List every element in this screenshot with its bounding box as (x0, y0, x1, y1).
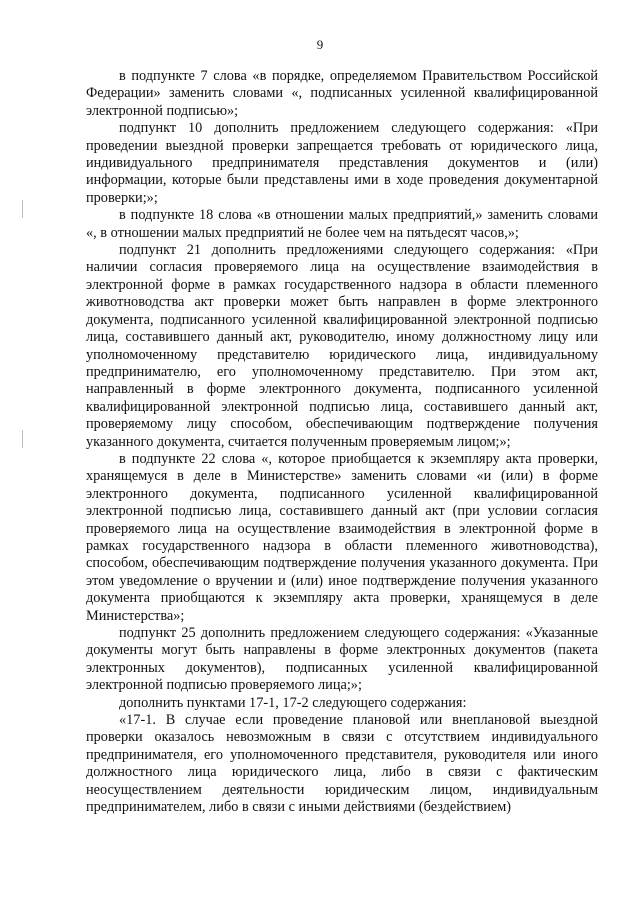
paragraph: подпункт 21 дополнить предложениями следующего содержания: «При наличии согласия проверяемого лица на осуществление взаимодействия в электронной форме в рамках государственного надзора в области племенного животноводства акт проверки может быть направлен в форме электронного документа, подписанного усиленной квалифицированной электронной подписью лица, составившего данный акт, руководителю, иному должностному лицу или уполномоченному представителю юридического лица, индивидуальному предпринимателю, его уполномоченному представителю. При этом акт, направленный в форме электронного документа, подписанного усиленной квалифицированной электронной подписью лица, составившего данный акт, проверяемому лицу способом, обеспечивающим подтверждение получения указанного документа, считается полученным проверяемым лицом;»; (86, 242, 598, 450)
paragraph: в подпункте 7 слова «в порядке, определяемом Правительством Российской Федерации» заменить словами «, подписанных усиленной квалифицированной электронной подписью»; (86, 68, 598, 119)
document-body (86, 68, 598, 816)
paragraph: «17-1. В случае если проведение плановой или внеплановой выездной проверки оказалось невозможным в связи с отсутствием индивидуального предпринимателя, его уполномоченного представителя, руководителя или иного должностного лица юридического лица, либо в связи с фактическим неосуществлением деятельности юридическим лицом, индивидуальным предпринимателем, либо в связи с иными действиями (бездействием) (86, 712, 598, 816)
paragraph: подпункт 25 дополнить предложением следующего содержания: «Указанные документы могут быть направлены в форме электронных документов (пакета электронных документов), подписанных усиленной квалифицированной электронной подписью проверяемого лица;»; (86, 625, 598, 694)
paragraph: в подпункте 22 слова «, которое приобщается к экземпляру акта проверки, хранящемуся в деле в Министерстве» заменить словами «и (или) в форме электронного документа, подписанного усиленной квалифицированной электронной подписью лица, составившего данный акт (при условии согласия проверяемого лица на осуществление взаимодействия в электронной форме в рамках государственного надзора в области племенного животноводства), способом, обеспечивающим подтверждение получения указанного документа. При этом уведомление о вручении и (или) иное подтверждение получения указанного документа приобщаются к экземпляру акта проверки, хранящемуся в деле Министерства»; (86, 450, 598, 624)
scan-margin-mark (22, 430, 23, 448)
scan-margin-mark (22, 200, 23, 218)
paragraph: дополнить пунктами 17-1, 17-2 следующего содержания: (119, 694, 467, 711)
paragraph: в подпункте 18 слова «в отношении малых предприятий,» заменить словами «, в отношении малых предприятий не более чем на пятьдесят часов,»; (86, 207, 598, 241)
page-number: 9 (316, 37, 324, 52)
paragraph: подпункт 10 дополнить предложением следующего содержания: «При проведении выездной проверки запрещается требовать от юридического лица, индивидуального предпринимателя представления документов и (или) информации, которые были представлены ими в ходе проведения документарной проверки;»; (86, 120, 598, 206)
